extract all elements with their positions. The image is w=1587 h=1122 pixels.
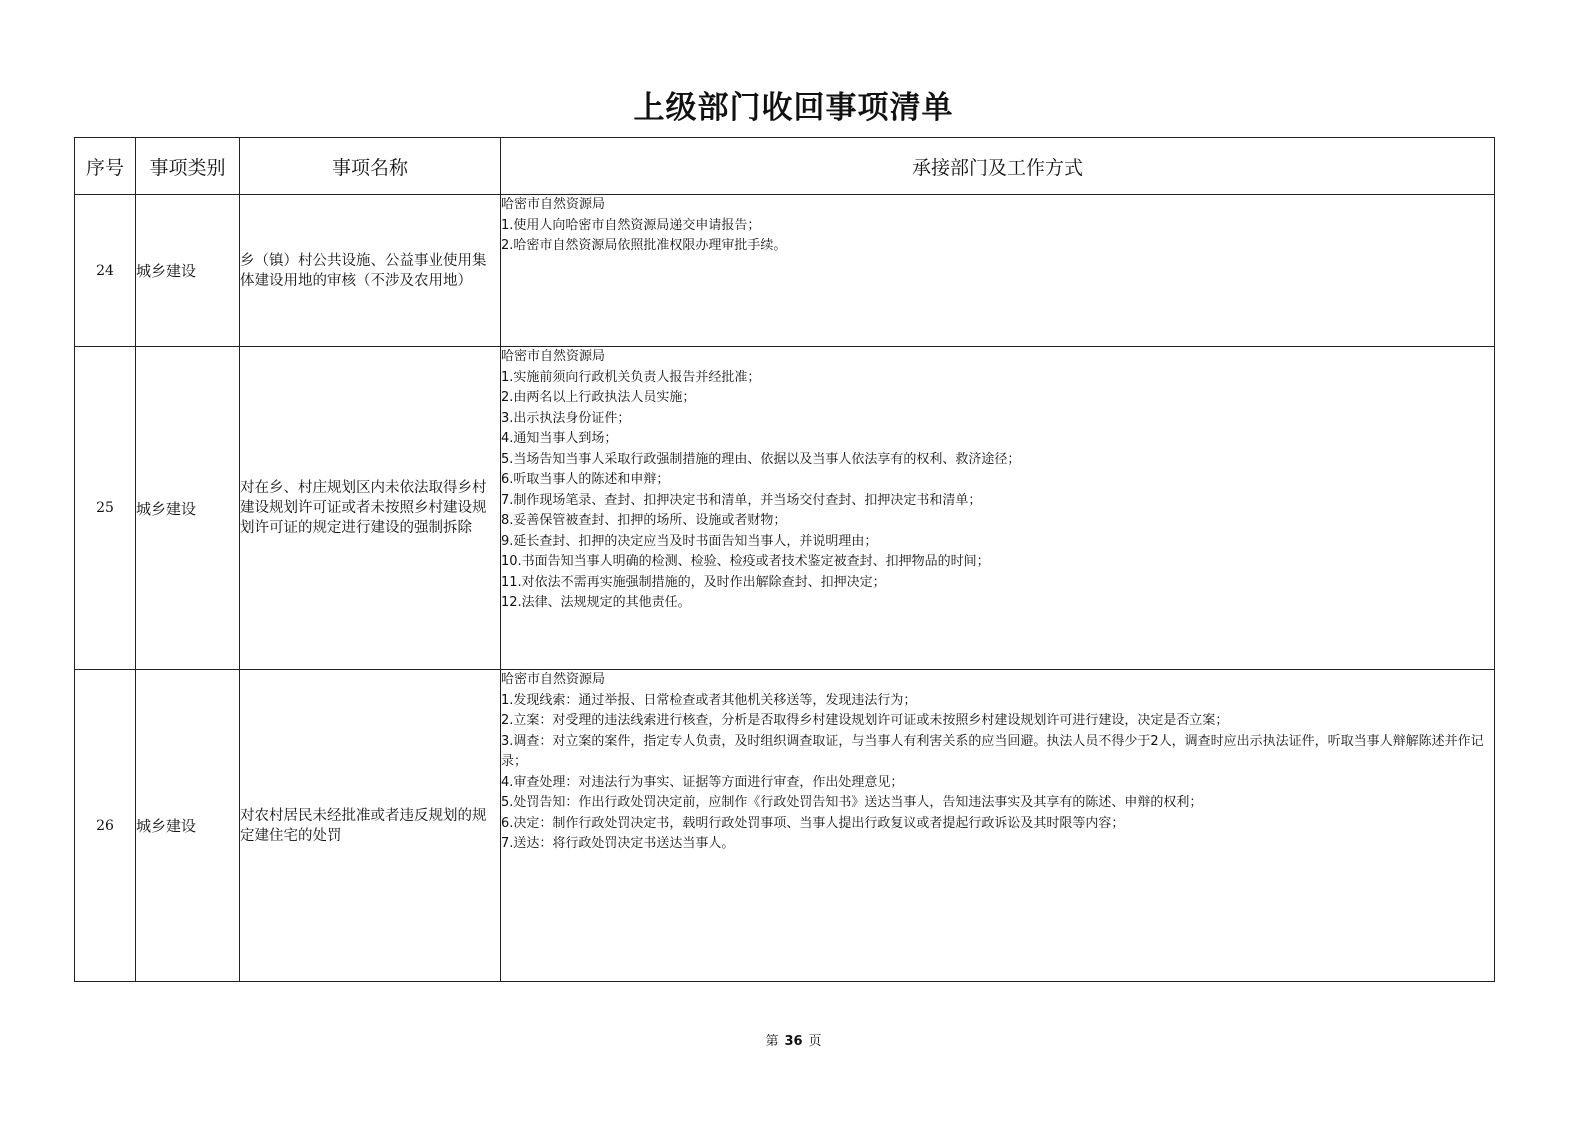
page-suffix: 页 <box>808 1034 822 1049</box>
method-line: 6.决定：制作行政处罚决定书，载明行政处罚事项、当事人提出行政复议或者提起行政诉讼及其时限等内容； <box>501 815 1125 831</box>
table-header-row <box>75 138 1495 195</box>
page-title: 上级部门收回事项清单 <box>633 90 954 126</box>
method-line: 2.哈密市自然资源局依照批准权限办理审批手续。 <box>501 238 787 253</box>
method-line: 3.调查：对立案的案件，指定专人负责，及时组织调查取证，与当事人有利害关系的应当回避。执法人员不得少于2人，调查时应出示执法证件，听取当事人辩解陈述并作记录； <box>501 733 1484 769</box>
header-name: 事项名称 <box>240 138 501 195</box>
header-method: 承接部门及工作方式 <box>501 138 1495 195</box>
row-category: 城乡建设 <box>136 670 240 982</box>
method-line: 6.听取当事人的陈述和申辩； <box>501 472 670 487</box>
row-method <box>501 347 1495 670</box>
row-seq: 25 <box>75 347 136 670</box>
method-line: 12.法律、法规规定的其他责任。 <box>501 595 691 610</box>
row-item-name: 乡（镇）村公共设施、公益事业使用集体建设用地的审核（不涉及农用地） <box>240 195 501 347</box>
method-line: 1.使用人向哈密市自然资源局递交申请报告； <box>501 217 761 233</box>
items-table <box>74 137 1495 982</box>
method-line: 哈密市自然资源局 <box>501 349 606 364</box>
method-line: 4.审查处理：对违法行为事实、证据等方面进行审查，作出处理意见； <box>501 774 904 790</box>
method-line: 1.实施前须向行政机关负责人报告并经批准； <box>501 369 761 385</box>
row-method <box>501 195 1495 347</box>
table-row <box>75 347 1495 670</box>
table-row <box>75 195 1495 347</box>
method-line: 7.送达：将行政处罚决定书送达当事人。 <box>501 836 735 851</box>
header-seq: 序号 <box>75 138 136 195</box>
row-category: 城乡建设 <box>136 195 240 347</box>
method-line: 2.由两名以上行政执法人员实施； <box>501 390 696 405</box>
row-seq: 24 <box>75 195 136 347</box>
row-item-name: 对农村居民未经批准或者违反规划的规定建住宅的处罚 <box>240 670 501 982</box>
row-category: 城乡建设 <box>136 347 240 670</box>
method-line: 1.发现线索：通过举报、日常检查或者其他机关移送等，发现违法行为； <box>501 692 917 708</box>
page-prefix: 第 <box>765 1034 779 1049</box>
method-line: 2.立案：对受理的违法线索进行核查，分析是否取得乡村建设规划许可证或未按照乡村建设规划许可进行建设，决定是否立案； <box>501 713 1229 728</box>
method-line: 5.当场告知当事人采取行政强制措施的理由、依据以及当事人依法享有的权利、救济途径； <box>501 451 1021 467</box>
row-item-name: 对在乡、村庄规划区内未依法取得乡村建设规划许可证或者未按照乡村建设规划许可证的规定进行建设的强制拆除 <box>240 347 501 670</box>
method-line: 10.书面告知当事人明确的检测、检验、检疫或者技术鉴定被查封、扣押物品的时间； <box>501 554 990 569</box>
row-seq: 26 <box>75 670 136 982</box>
method-line: 3.出示执法身份证件； <box>501 410 631 426</box>
table-row <box>75 670 1495 982</box>
method-line: 9.延长查封、扣押的决定应当及时书面告知当事人，并说明理由； <box>501 533 878 549</box>
header-category: 事项类别 <box>136 138 240 195</box>
method-line: 4.通知当事人到场； <box>501 431 618 446</box>
method-line: 5.处罚告知：作出行政处罚决定前，应制作《行政处罚告知书》送达当事人，告知违法事实及其享有的陈述、申辩的权利； <box>501 795 1203 810</box>
method-line: 7.制作现场笔录、查封、扣押决定书和清单，并当场交付查封、扣押决定书和清单； <box>501 492 982 508</box>
method-line: 哈密市自然资源局 <box>501 672 606 687</box>
row-method <box>501 670 1495 982</box>
method-line: 11.对依法不需再实施强制措施的，及时作出解除查封、扣押决定； <box>501 574 886 590</box>
page-footer <box>0 1030 1587 1049</box>
method-line: 哈密市自然资源局 <box>501 197 606 212</box>
page-number: 36 <box>784 1034 803 1049</box>
method-line: 8.妥善保管被查封、扣押的场所、设施或者财物； <box>501 513 787 528</box>
